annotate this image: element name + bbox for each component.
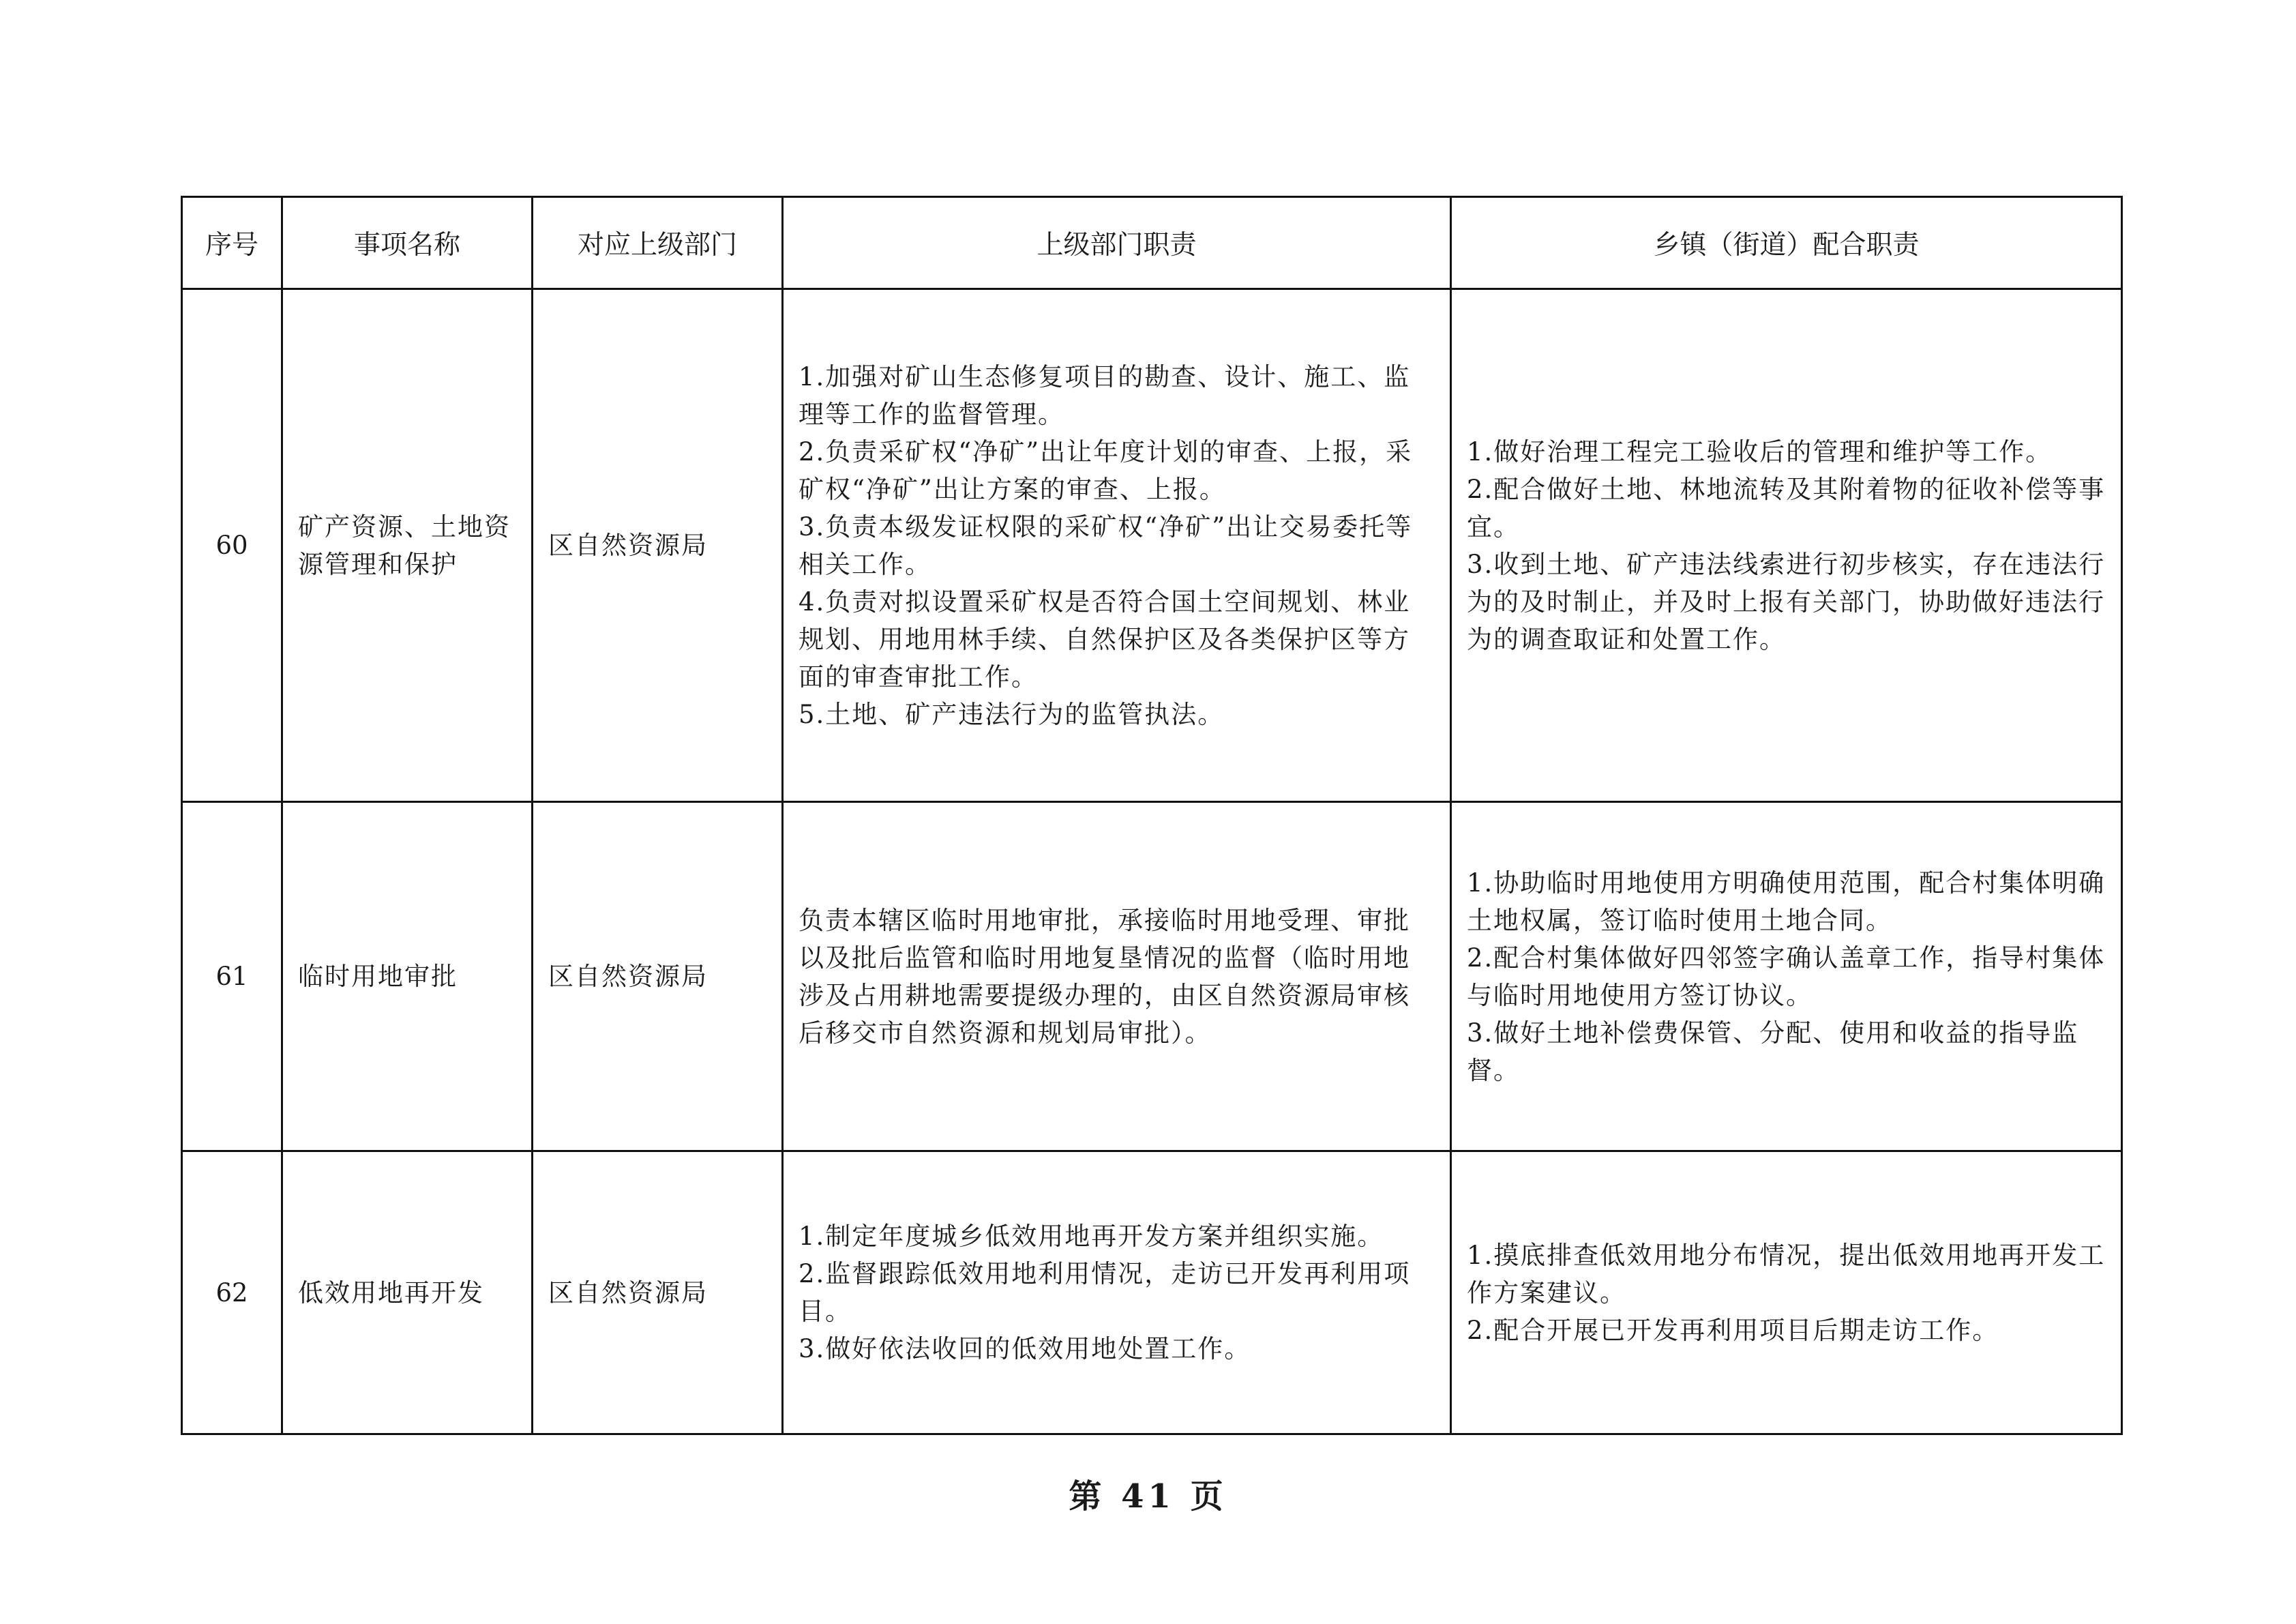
row-town-duty <box>1451 1151 2122 1434</box>
row-name: 低效用地再开发 <box>282 1151 533 1434</box>
duty-line: 2.配合村集体做好四邻签字确认盖章工作，指导村集体与临时用地使用方签订协议。 <box>1467 943 2106 1010</box>
duty-line: 3.负责本级发证权限的采矿权“净矿”出让交易委托等相关工作。 <box>799 512 1413 579</box>
row-town-duty <box>1451 802 2122 1151</box>
row-upper-duty <box>783 802 1451 1151</box>
header-dept: 对应上级部门 <box>533 197 783 289</box>
header-no: 序号 <box>182 197 282 289</box>
row-name: 临时用地审批 <box>282 802 533 1151</box>
duty-line: 负责本辖区临时用地审批，承接临时用地受理、审批以及批后监管和临时用地复垦情况的监督（临时用地涉及占用耕地需要提级办理的，由区自然资源局审核后移交市自然资源和规划局审批）。 <box>799 905 1410 1048</box>
duty-line: 1.做好治理工程完工验收后的管理和维护等工作。 <box>1467 437 2053 467</box>
duty-line: 2.配合开展已开发再利用项目后期走访工作。 <box>1467 1315 1999 1345</box>
duty-line: 3.做好依法收回的低效用地处置工作。 <box>799 1334 1251 1363</box>
table-row <box>182 1151 2122 1434</box>
duty-table <box>181 196 2123 1435</box>
row-no: 60 <box>182 289 282 802</box>
header-name: 事项名称 <box>282 197 533 289</box>
duty-line: 4.负责对拟设置采矿权是否符合国土空间规划、林业规划、用地用林手续、自然保护区及各类保护区等方面的审查审批工作。 <box>799 587 1411 692</box>
header-town-duty: 乡镇（街道）配合职责 <box>1451 197 2122 289</box>
row-no: 61 <box>182 802 282 1151</box>
header-upper-duty: 上级部门职责 <box>783 197 1451 289</box>
duty-line: 1.制定年度城乡低效用地再开发方案并组织实施。 <box>799 1222 1384 1251</box>
duty-line: 2.负责采矿权“净矿”出让年度计划的审查、上报，采矿权“净矿”出让方案的审查、上报。 <box>799 437 1413 504</box>
row-town-duty <box>1451 289 2122 802</box>
table-row <box>182 802 2122 1151</box>
duty-line: 1.协助临时用地使用方明确使用范围，配合村集体明确土地权属，签订临时使用土地合同。 <box>1467 868 2106 935</box>
duty-line: 3.做好土地补偿费保管、分配、使用和收益的指导监督。 <box>1467 1018 2079 1085</box>
row-name: 矿产资源、土地资源管理和保护 <box>282 289 533 802</box>
duty-line: 3.收到土地、矿产违法线索进行初步核实，存在违法行为的及时制止，并及时上报有关部门，协助做好违法行为的调查取证和处置工作。 <box>1467 549 2106 654</box>
duty-line: 1.加强对矿山生态修复项目的勘查、设计、施工、监理等工作的监督管理。 <box>799 361 1411 429</box>
table-row <box>182 289 2122 802</box>
row-no: 62 <box>182 1151 282 1434</box>
table-header-row <box>182 197 2122 289</box>
row-upper-duty <box>783 289 1451 802</box>
duty-line: 1.摸底排查低效用地分布情况，提出低效用地再开发工作方案建议。 <box>1467 1240 2106 1308</box>
row-dept: 区自然资源局 <box>533 289 783 802</box>
duty-line: 2.监督跟踪低效用地利用情况，走访已开发再利用项目。 <box>799 1259 1411 1326</box>
page-number: 第 41 页 <box>1069 1477 1227 1516</box>
row-dept: 区自然资源局 <box>533 802 783 1151</box>
row-upper-duty <box>783 1151 1451 1434</box>
duty-line: 2.配合做好土地、林地流转及其附着物的征收补偿等事宜。 <box>1467 474 2106 542</box>
duty-line: 5.土地、矿产违法行为的监管执法。 <box>799 699 1225 729</box>
row-dept: 区自然资源局 <box>533 1151 783 1434</box>
